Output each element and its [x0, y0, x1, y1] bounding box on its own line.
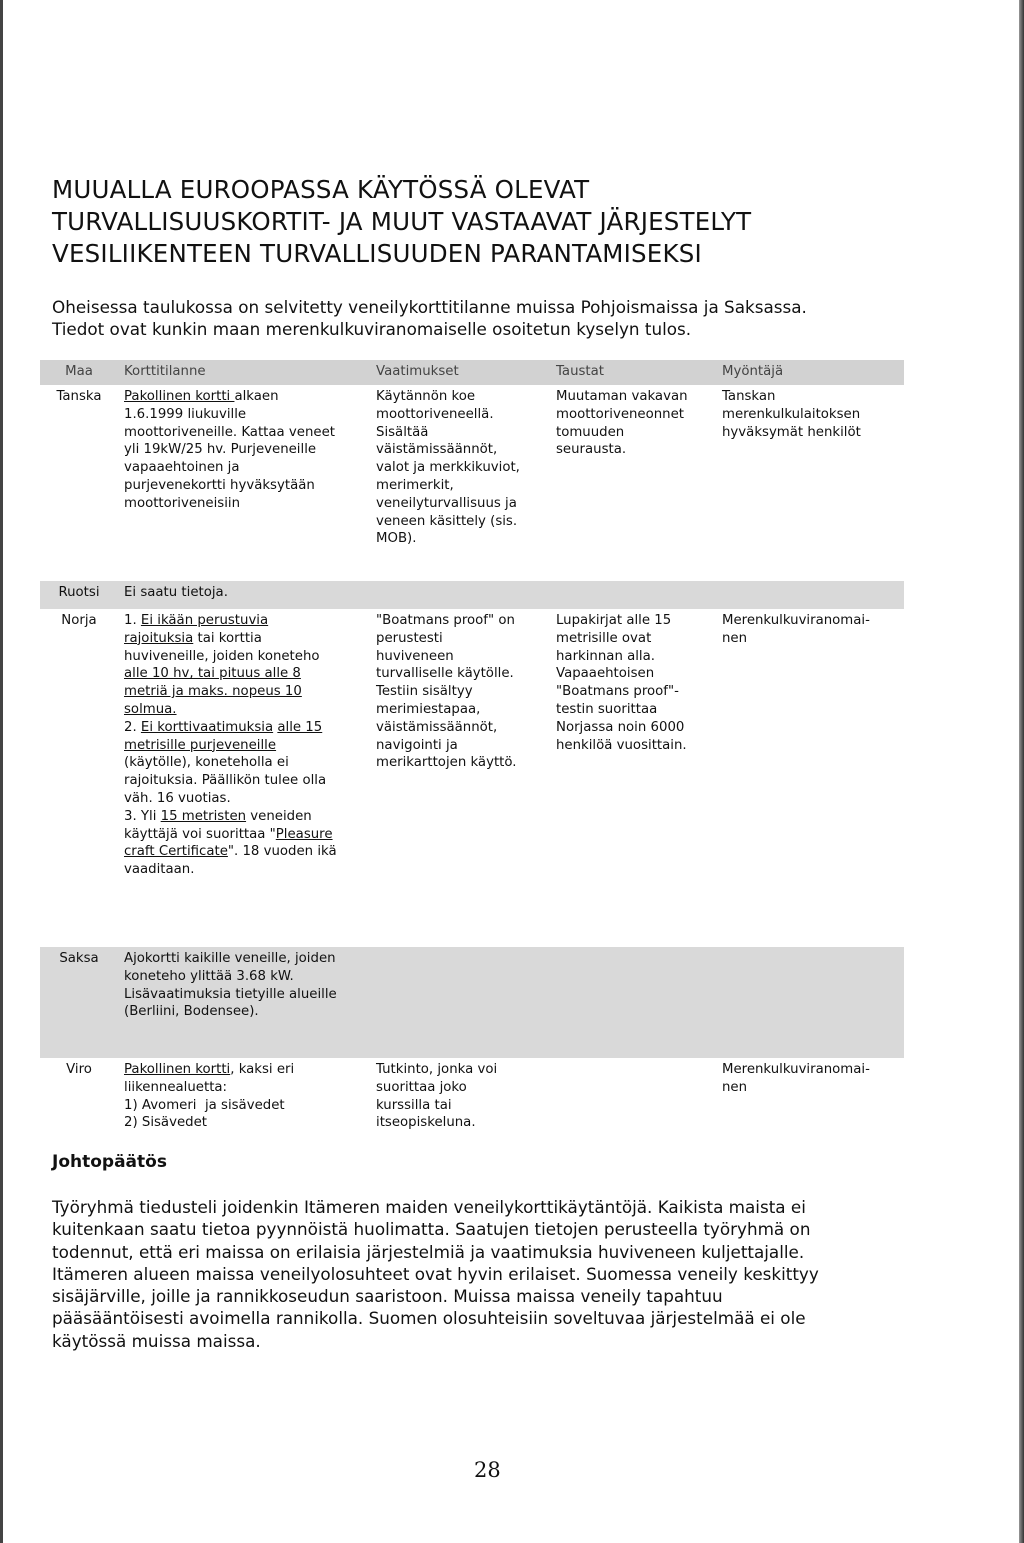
cell-line: (Berliini, Bodensee).: [124, 1004, 259, 1020]
korttitilanne-cell: [118, 385, 370, 581]
cell-text: käyttäjä voi suorittaa ": [124, 826, 276, 842]
conclusion-line: sisäjärville, joille ja rannikkoseudun saaristoon. Muissa maissa veneily tapahtuu: [52, 1286, 723, 1307]
cell-line: Norjassa noin 6000: [556, 719, 685, 735]
myontaja-cell: [716, 581, 904, 609]
cell-line: vapaaehtoinen ja: [124, 460, 240, 476]
cell-line: koneteho ylittää 3.68 kW.: [124, 968, 294, 984]
table-row-viro: [40, 1058, 904, 1138]
cell-line: Vapaaehtoisen: [556, 666, 655, 682]
vaatimukset-cell: [370, 1058, 550, 1138]
cell-line: Sisältää: [376, 424, 429, 440]
cell-text: veneiden: [246, 808, 312, 824]
underlined-text: Ei ikään perustuvia: [140, 613, 269, 628]
country-cell: Ruotsi: [40, 581, 118, 609]
table-row-norja: [40, 609, 904, 947]
cell-line: (käytölle), koneteholla ei: [124, 755, 289, 771]
cell-line: väistämissäännöt,: [376, 442, 498, 458]
underlined-text: craft Certificate: [124, 844, 228, 860]
cell-line: MOB).: [376, 531, 417, 547]
header-vaatimukset: Vaatimukset: [370, 360, 550, 385]
cell-line: 1.6.1999 liukuville: [124, 406, 247, 422]
header-taustat: Taustat: [550, 360, 716, 385]
header-korttitilanne: Korttitilanne: [118, 360, 370, 385]
country-cell: Viro: [66, 1062, 92, 1077]
underlined-text: Pakollinen kortti: [124, 1062, 231, 1077]
conclusion-heading: Johtopäätös: [52, 1152, 167, 1172]
underlined-text: metrisille purjeveneille: [124, 737, 277, 753]
cell-line: Käytännön koe: [376, 389, 476, 404]
cell-text: tai korttia: [193, 630, 262, 646]
scan-edge-right: [1019, 0, 1024, 1543]
cell-line: merimerkit,: [376, 477, 454, 493]
cell-line: henkilöä vuosittain.: [556, 737, 687, 753]
table-row-tanska: [40, 385, 904, 581]
title-line: MUUALLA EUROOPASSA KÄYTÖSSÄ OLEVAT: [52, 175, 590, 204]
cell-line: Ajokortti kaikille veneille, joiden: [124, 951, 336, 966]
table-row-saksa: [40, 947, 904, 1058]
cell-line: navigointi ja: [376, 737, 458, 753]
cell-line: harkinnan alla.: [556, 648, 656, 664]
cell-line: tomuuden: [556, 424, 625, 440]
intro-line: Tiedot ovat kunkin maan merenkulkuviranomaiselle osoitetun kyselyn tulos.: [52, 319, 692, 339]
cell-line: purjevenekortti hyväksytään: [124, 477, 315, 493]
cell-line: valot ja merkkikuviot,: [376, 460, 520, 476]
korttitilanne-cell: [118, 609, 370, 947]
cell-line: Testiin sisältyy: [376, 684, 473, 700]
korttitilanne-cell: Ei saatu tietoja.: [118, 581, 370, 609]
country-cell: Tanska: [56, 389, 102, 404]
cell-line: väh. 16 vuotias.: [124, 790, 231, 806]
vaatimukset-cell: [370, 609, 550, 947]
cell-line: Lupakirjat alle 15: [556, 613, 672, 628]
underlined-text: alle 15: [277, 719, 323, 735]
cell-line: vaaditaan.: [124, 862, 195, 878]
cell-text: , kaksi eri: [230, 1062, 295, 1077]
title-line: VESILIIKENTEEN TURVALLISUUDEN PARANTAMISEKSI: [52, 239, 702, 268]
cell-line: Tanskan: [722, 389, 776, 404]
cell-line: hyväksymät henkilöt: [722, 424, 861, 440]
taustat-cell: [550, 947, 716, 1058]
intro-line: Oheisessa taulukossa on selvitetty veneilykorttitilanne muissa Pohjoismaissa ja Saksassa.: [52, 297, 807, 317]
cell-line: moottoriveneisiin: [124, 495, 241, 511]
title-line: TURVALLISUUSKORTIT- JA MUUT VASTAAVAT JÄRJESTELYT: [52, 207, 752, 236]
underlined-text: Pakollinen kortti: [124, 389, 235, 404]
cell-text: 1.: [124, 613, 141, 628]
cell-text: 3. Yli: [124, 808, 161, 824]
myontaja-cell: [716, 1058, 904, 1138]
conclusion-line: kuitenkaan saatu tietoa pyynnöistä huolimatta. Saatujen tietojen perusteella työryhmä on: [52, 1219, 811, 1240]
cell-text: alkaen: [234, 389, 279, 404]
page-number: 28: [474, 1458, 501, 1482]
cell-line: Muutaman vakavan: [556, 389, 688, 404]
cell-line: veneen käsittely (sis.: [376, 513, 518, 529]
table-header-row: [40, 360, 904, 385]
boat-license-table: [40, 360, 904, 1138]
taustat-cell: [550, 1058, 716, 1138]
cell-line: nen: [722, 1079, 748, 1095]
underlined-text: solmua.: [124, 701, 177, 717]
cell-line: moottoriveneellä.: [376, 406, 494, 422]
taustat-cell: [550, 581, 716, 609]
header-maa: Maa: [40, 360, 118, 385]
conclusion-line: Itämeren alueen maissa veneilyolosuhteet ovat hyvin erilaiset. Suomessa veneily keskittyy: [52, 1263, 819, 1284]
cell-line: rajoituksia. Päällikön tulee olla: [124, 773, 327, 789]
country-cell: Norja: [61, 613, 97, 628]
underlined-text: metriä ja maks. nopeus 10: [124, 684, 302, 700]
underlined-text: alle 10 hv, tai pituus alle 8: [124, 666, 301, 682]
myontaja-cell: [716, 947, 904, 1058]
underlined-text: rajoituksia: [124, 630, 194, 646]
conclusion-paragraph: [52, 1196, 952, 1352]
cell-line: moottoriveneille. Kattaa veneet: [124, 424, 335, 440]
korttitilanne-cell: [118, 947, 370, 1058]
cell-line: veneilyturvallisuus ja: [376, 495, 517, 511]
underlined-text: Ei korttivaatimuksia: [140, 719, 274, 735]
conclusion-line: todennut, että eri maissa on erilaisia järjestelmiä ja vaatimuksia huviveneen kuljettajalle.: [52, 1241, 805, 1262]
country-cell: Saksa: [40, 947, 118, 1058]
cell-line: kurssilla tai: [376, 1097, 452, 1113]
scan-edge-left: [0, 0, 3, 1543]
cell-text: 2.: [124, 719, 141, 735]
cell-line: Merenkulkuviranomai-: [722, 613, 870, 628]
cell-line: merikarttojen käyttö.: [376, 755, 517, 771]
cell-line: 2) Sisävedet: [124, 1115, 207, 1131]
cell-line: Merenkulkuviranomai-: [722, 1062, 870, 1077]
cell-line: yli 19kW/25 hv. Purjeveneille: [124, 442, 317, 458]
cell-line: Lisävaatimuksia tietyille alueille: [124, 986, 337, 1002]
header-myontaja: Myöntäjä: [716, 360, 904, 385]
vaatimukset-cell: [370, 947, 550, 1058]
conclusion-line: Työryhmä tiedusteli joidenkin Itämeren maiden veneilykorttikäytäntöjä. Kaikista maista ei: [52, 1197, 806, 1217]
page-title: [52, 174, 952, 270]
vaatimukset-cell: [370, 385, 550, 581]
myontaja-cell: [716, 385, 904, 581]
cell-line: väistämissäännöt,: [376, 719, 498, 735]
cell-line: merimiestapaa,: [376, 701, 481, 717]
conclusion-line: pääsääntöisesti avoimella rannikolla. Suomen olosuhteisiin soveltuvaa järjestelmää ei ole: [52, 1308, 806, 1329]
intro-paragraph: [52, 296, 932, 340]
cell-line: itseopiskeluna.: [376, 1115, 476, 1131]
cell-line: "Boatmans proof" on: [376, 613, 515, 628]
cell-line: testin suorittaa: [556, 701, 658, 717]
cell-line: moottoriveneonnet: [556, 406, 684, 422]
cell-line: 1) Avomeri ja sisävedet: [124, 1097, 285, 1113]
cell-line: suorittaa joko: [376, 1079, 467, 1095]
conclusion-line: käytössä muissa maissa.: [52, 1330, 261, 1351]
cell-line: metrisille ovat: [556, 630, 652, 646]
taustat-cell: [550, 385, 716, 581]
cell-text: ". 18 vuoden ikä: [227, 844, 337, 860]
cell-line: "Boatmans proof"-: [556, 684, 679, 700]
underlined-text: Pleasure: [275, 826, 333, 842]
cell-line: seurausta.: [556, 442, 627, 458]
korttitilanne-cell: [118, 1058, 370, 1138]
cell-line: perustesti: [376, 630, 443, 646]
table-row-ruotsi: [40, 581, 904, 609]
cell-line: huviveneen: [376, 648, 454, 664]
myontaja-cell: [716, 609, 904, 947]
taustat-cell: [550, 609, 716, 947]
underlined-text: 15 metristen: [160, 808, 247, 824]
cell-line: turvalliselle käytölle.: [376, 666, 514, 682]
cell-line: liikennealuetta:: [124, 1079, 228, 1095]
cell-line: Tutkinto, jonka voi: [376, 1062, 498, 1077]
cell-line: merenkulkulaitoksen: [722, 406, 861, 422]
cell-line: nen: [722, 630, 748, 646]
vaatimukset-cell: [370, 581, 550, 609]
cell-line: huviveneille, joiden koneteho: [124, 648, 320, 664]
